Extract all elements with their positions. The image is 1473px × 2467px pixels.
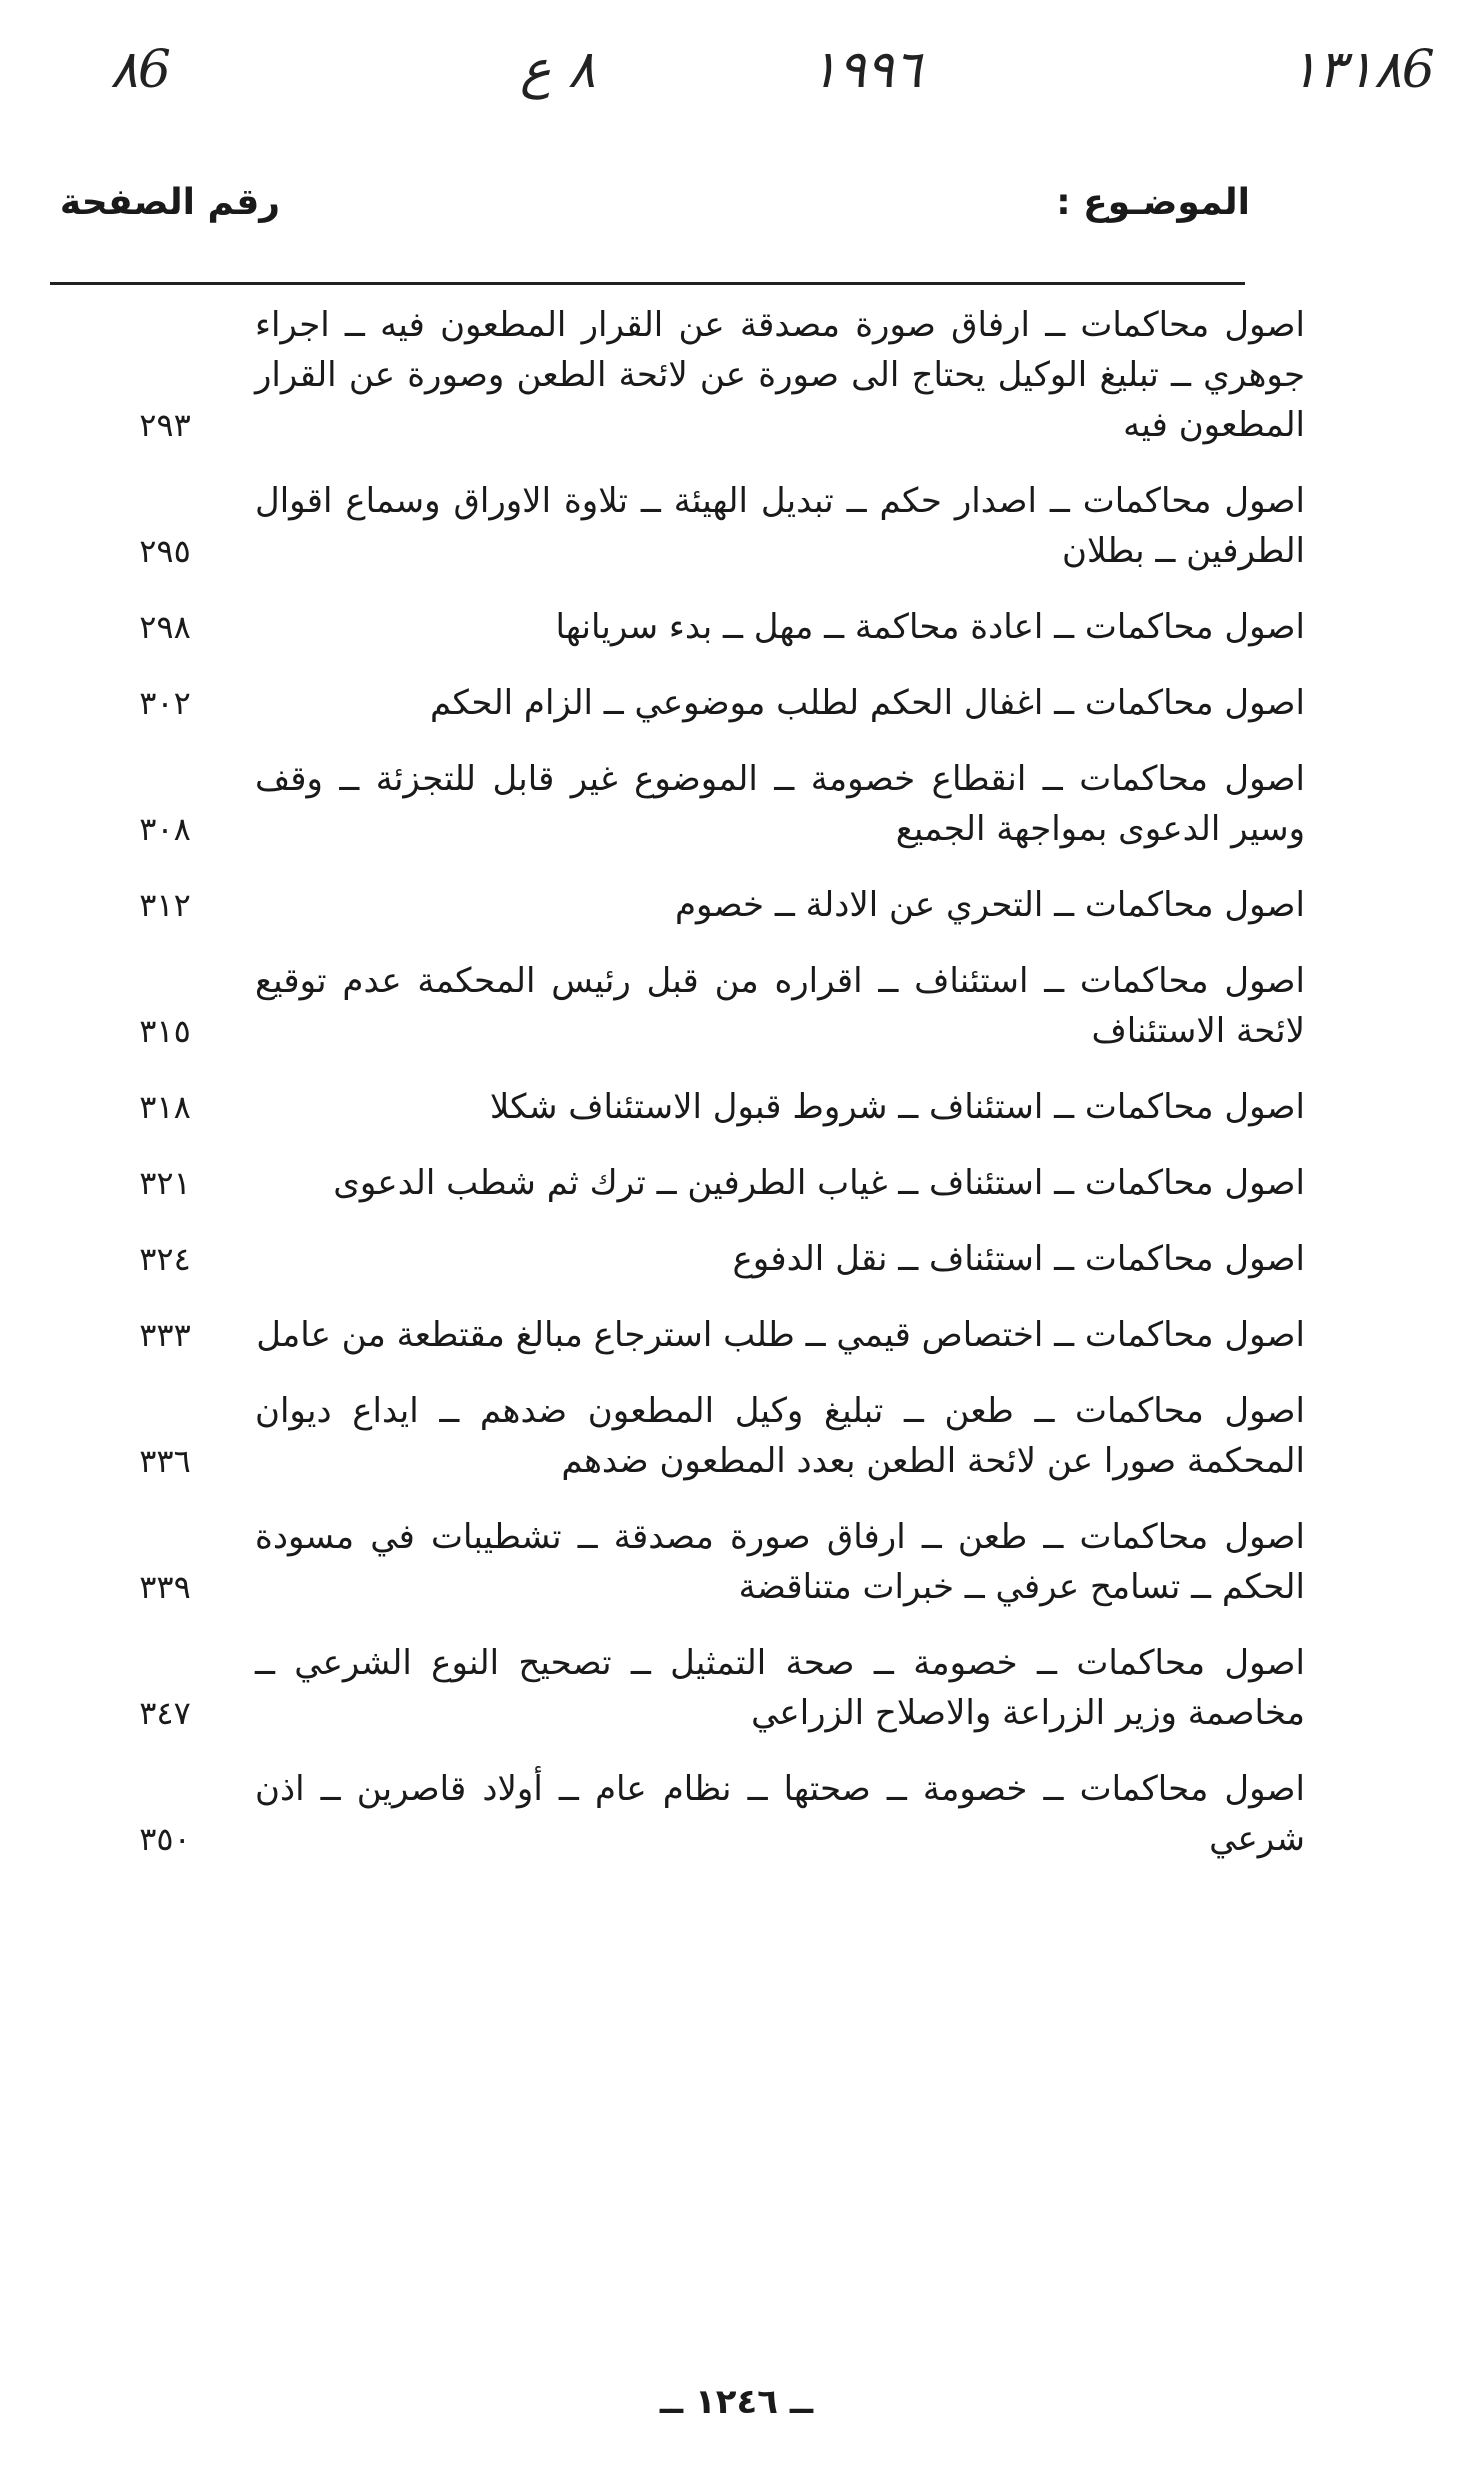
- entry-topic: اصول محاكمات ــ اصدار حكم ــ تبديل الهيئة ــ تلاوة الاوراق وسماع اقوال الطرفين ــ بطلان: [255, 481, 1305, 571]
- entry-page-number: ٣٤٧: [139, 1694, 191, 1732]
- page-number-column-header: رقم الصفحة: [59, 182, 280, 223]
- index-entry: [0, 1234, 1473, 1284]
- entry-page-number: ٢٩٣: [139, 406, 191, 444]
- entry-page-number: ٢٩٨: [139, 608, 191, 646]
- entry-topic: اصول محاكمات ــ انقطاع خصومة ــ الموضوع غير قابل للتجزئة ــ وقف وسير الدعوى بمواجهة الجميع: [255, 759, 1305, 849]
- topic-column-header: الموضـوع :: [1056, 182, 1250, 223]
- entry-topic: اصول محاكمات ــ ارفاق صورة مصدقة عن القرار المطعون فيه ــ اجراء جوهري ــ تبليغ الوكيل يحتاج الى صورة عن لائحة الطعن وصورة عن القرار المطعون فيه: [255, 305, 1305, 445]
- entry-page-number: ٢٩٥: [139, 532, 191, 570]
- index-entry: [0, 1764, 1473, 1864]
- entry-topic: اصول محاكمات ــ طعن ــ تبليغ وكيل المطعون ضدهم ــ ايداع ديوان المحكمة صورا عن لائحة الطعن بعدد المطعون ضدهم: [255, 1391, 1305, 1481]
- handwritten-note: ١٣١٨6: [1290, 40, 1435, 100]
- entry-topic: اصول محاكمات ــ اعادة محاكمة ــ مهل ــ بدء سريانها: [555, 607, 1305, 647]
- entry-page-number: ٣٢٤: [139, 1240, 191, 1278]
- index-entry: [0, 1512, 1473, 1612]
- entry-topic: اصول محاكمات ــ استئناف ــ شروط قبول الاستئناف شكلا: [489, 1087, 1305, 1127]
- index-entry: [0, 754, 1473, 854]
- entry-topic: اصول محاكمات ــ استئناف ــ اقراره من قبل رئيس المحكمة عدم توقيع لائحة الاستئناف: [255, 961, 1305, 1051]
- entry-topic: اصول محاكمات ــ اغفال الحكم لطلب موضوعي ــ الزام الحكم: [429, 683, 1305, 723]
- index-entries: [0, 300, 1473, 1890]
- index-entry: [0, 1158, 1473, 1208]
- entry-page-number: ٣٢١: [139, 1164, 191, 1202]
- entry-topic: اصول محاكمات ــ اختصاص قيمي ــ طلب استرجاع مبالغ مقتطعة من عامل: [256, 1315, 1305, 1355]
- entry-topic: اصول محاكمات ــ استئناف ــ نقل الدفوع: [732, 1239, 1305, 1279]
- index-entry: [0, 602, 1473, 652]
- header-divider: [50, 282, 1245, 285]
- entry-page-number: ٣٠٨: [139, 810, 191, 848]
- handwritten-note: ٨ ع: [520, 40, 596, 100]
- entry-page-number: ٣٥٠: [139, 1820, 191, 1858]
- index-entry: [0, 1310, 1473, 1360]
- page-footer-number: ــ ١٢٤٦ ــ: [659, 2382, 814, 2422]
- entry-topic: اصول محاكمات ــ التحري عن الادلة ــ خصوم: [674, 885, 1305, 925]
- index-entry: [0, 300, 1473, 450]
- entry-page-number: ٣١٥: [139, 1012, 191, 1050]
- entry-page-number: ٣١٢: [139, 886, 191, 924]
- entry-topic: اصول محاكمات ــ استئناف ــ غياب الطرفين ــ ترك ثم شطب الدعوى: [333, 1163, 1305, 1203]
- entry-page-number: ٣١٨: [139, 1088, 191, 1126]
- handwritten-note: ١٩٩٦: [810, 40, 922, 100]
- index-entry: [0, 1082, 1473, 1132]
- entry-page-number: ٣٣٣: [139, 1316, 191, 1354]
- index-entry: [0, 1638, 1473, 1738]
- entry-topic: اصول محاكمات ــ طعن ــ ارفاق صورة مصدقة ــ تشطيبات في مسودة الحكم ــ تسامح عرفي ــ خبرات متناقضة: [255, 1517, 1305, 1607]
- entry-page-number: ٣٣٩: [139, 1568, 191, 1606]
- index-entry: [0, 1386, 1473, 1486]
- entry-page-number: ٣٣٦: [139, 1442, 191, 1480]
- entry-topic: اصول محاكمات ــ خصومة ــ صحة التمثيل ــ تصحيح النوع الشرعي ــ مخاصمة وزير الزراعة والاصلاح الزراعي: [255, 1643, 1305, 1733]
- index-entry: [0, 476, 1473, 576]
- index-entry: [0, 678, 1473, 728]
- index-entry: [0, 880, 1473, 930]
- entry-page-number: ٣٠٢: [139, 684, 191, 722]
- handwritten-note: ٨6: [110, 40, 172, 100]
- entry-topic: اصول محاكمات ــ خصومة ــ صحتها ــ نظام عام ــ أولاد قاصرين ــ اذن شرعي: [255, 1769, 1305, 1859]
- index-entry: [0, 956, 1473, 1056]
